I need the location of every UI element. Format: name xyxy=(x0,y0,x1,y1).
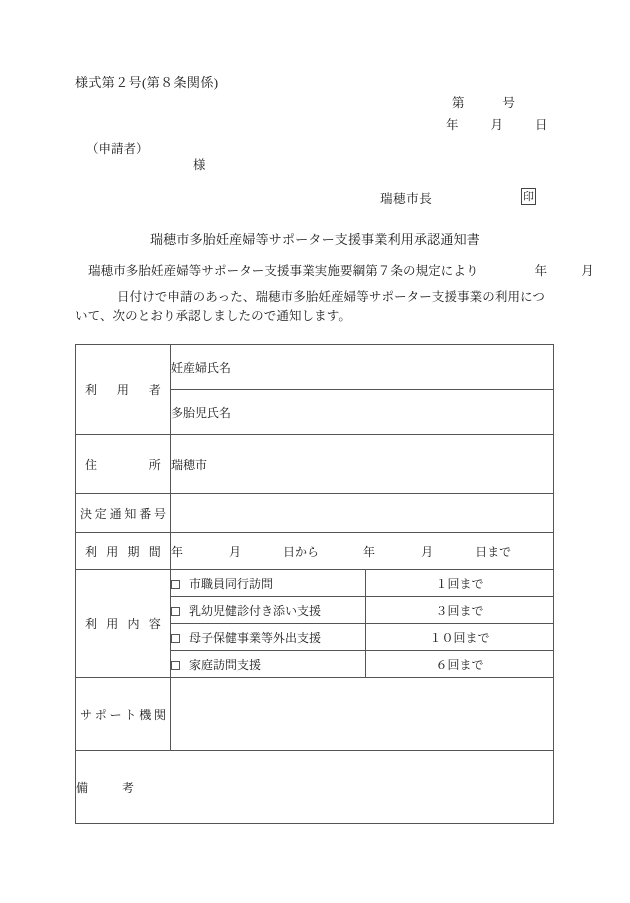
document-number-line xyxy=(452,93,515,111)
date-year-label: 年 xyxy=(446,118,459,132)
row-label-period: 利用期間 xyxy=(76,533,171,570)
service-item-4[interactable] xyxy=(171,651,366,678)
service-4-limit: ６回まで xyxy=(435,657,484,672)
service-item-1[interactable] xyxy=(171,570,366,597)
service-4-limit-cell xyxy=(366,651,554,678)
table-row-remarks xyxy=(76,751,554,824)
seal-stamp-box: 印 xyxy=(521,188,536,205)
cell-remarks[interactable] xyxy=(76,751,554,824)
period-month-to: 月 xyxy=(421,544,434,559)
service-4-name: 家庭訪問支援 xyxy=(189,657,262,672)
date-month-label: 月 xyxy=(490,118,504,132)
service-3-limit-cell xyxy=(366,624,554,651)
table-row-decision-number xyxy=(76,494,554,533)
cell-decision-number-value[interactable] xyxy=(171,494,554,533)
row-label-address: 住所 xyxy=(76,435,171,494)
service-1-name: 市職員同行訪問 xyxy=(189,576,274,591)
row-label-support-org: サポート機関 xyxy=(76,678,171,751)
document-title: 瑞穂市多胎妊産婦等サポーター支援事業利用承認通知書 xyxy=(149,232,480,247)
body-line1-text: 瑞穂市多胎妊産婦等サポーター支援事業実施要綱第７条の規定により xyxy=(88,264,479,278)
checkbox-icon[interactable] xyxy=(171,607,180,616)
remarks-label: 備考 xyxy=(76,780,134,795)
cell-address-value[interactable] xyxy=(171,435,554,494)
period-month-from: 月 xyxy=(229,544,242,559)
children-name-label: 多胎児氏名 xyxy=(171,405,232,420)
checkbox-icon[interactable] xyxy=(171,580,180,589)
table-row-address xyxy=(76,435,554,494)
table-row-period xyxy=(76,533,554,570)
period-year-from: 年 xyxy=(171,544,184,559)
table-row-service-1 xyxy=(76,570,554,597)
checkbox-icon[interactable] xyxy=(171,661,180,670)
body-paragraph-line1 xyxy=(88,261,594,279)
applicant-label: （申請者） xyxy=(86,142,149,156)
document-date-line xyxy=(446,115,548,133)
notification-table xyxy=(75,344,554,824)
cell-support-org-value[interactable] xyxy=(171,678,554,751)
checkbox-icon[interactable] xyxy=(171,634,180,643)
table-row-support-org xyxy=(76,678,554,751)
service-2-limit-cell xyxy=(366,597,554,624)
document-number-suffix: 号 xyxy=(502,96,516,110)
issuer-name: 瑞穂市長 xyxy=(380,192,433,206)
period-day-to: 日まで xyxy=(475,544,512,559)
cell-children-name[interactable] xyxy=(171,390,554,435)
cell-mother-name[interactable] xyxy=(171,345,554,390)
period-day-from: 日から xyxy=(283,544,320,559)
mother-name-label: 妊産婦氏名 xyxy=(171,360,232,375)
document-number-prefix: 第 xyxy=(452,96,465,110)
body-line1-month: 月 xyxy=(581,264,594,278)
service-item-2[interactable] xyxy=(171,597,366,624)
body-line1-year: 年 xyxy=(534,264,548,278)
period-year-to: 年 xyxy=(363,544,376,559)
service-item-3[interactable] xyxy=(171,624,366,651)
table-row-user-1 xyxy=(76,345,554,390)
service-3-limit: １０回まで xyxy=(429,630,490,645)
service-1-limit: １回まで xyxy=(435,576,484,591)
row-label-decision-number: 決定通知番号 xyxy=(76,494,171,533)
service-3-name: 母子保健事業等外出支援 xyxy=(189,630,322,645)
applicant-honorific: 様 xyxy=(193,158,206,172)
address-value: 瑞穂市 xyxy=(171,457,208,472)
row-label-user: 利用者 xyxy=(76,345,171,435)
row-label-content: 利用内容 xyxy=(76,570,171,678)
body-paragraph-2: 日付けで申請のあった、瑞穂市多胎妊産婦等サポーター支援事業の利用について、次のとおり承認しましたので通知します。 xyxy=(75,290,546,323)
form-number: 様式第２号(第８条関係) xyxy=(75,75,219,90)
service-2-name: 乳幼児健診付き添い支援 xyxy=(189,603,322,618)
cell-period-value[interactable] xyxy=(171,533,554,570)
date-day-label: 日 xyxy=(535,118,548,132)
service-1-limit-cell xyxy=(366,570,554,597)
service-2-limit: ３回まで xyxy=(435,603,484,618)
